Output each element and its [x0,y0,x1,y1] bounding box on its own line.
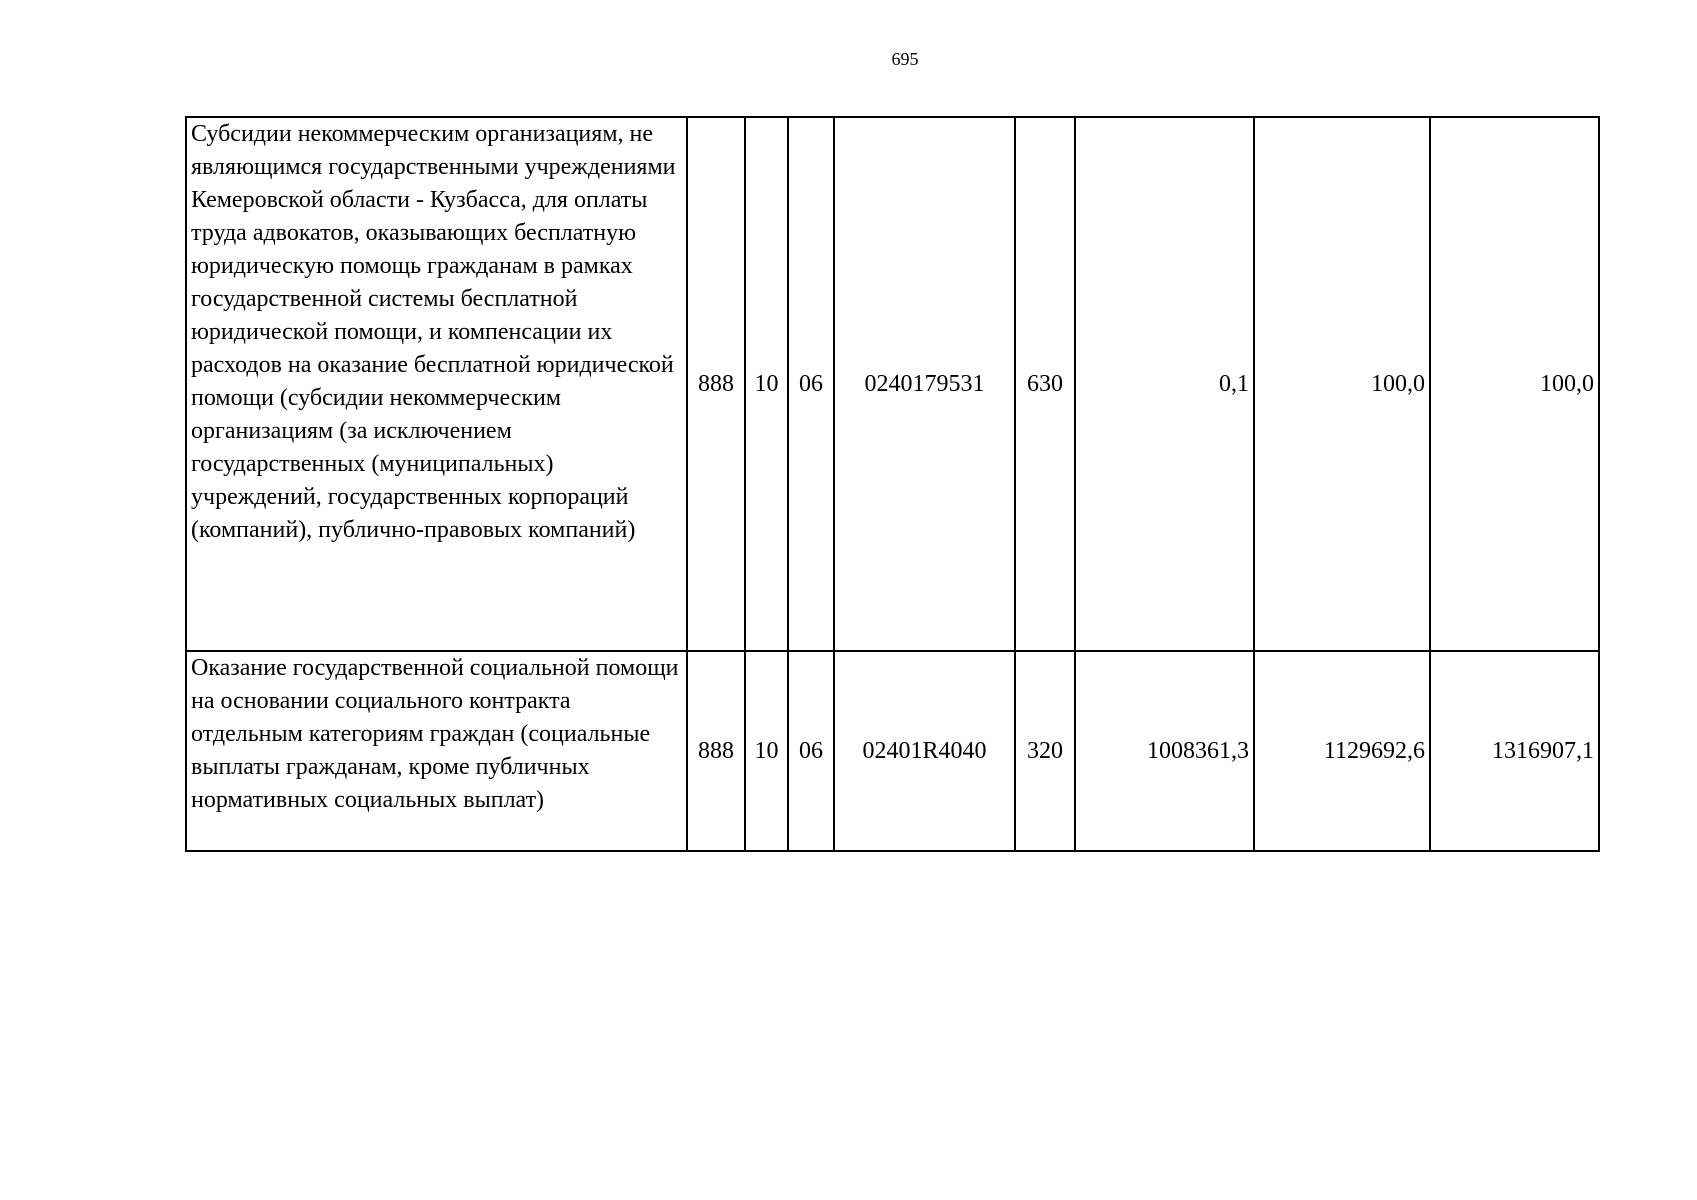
row-subsection-code: 06 [788,117,834,651]
page-number: 695 [891,49,919,69]
row-section-code: 10 [745,651,788,851]
row-ministry-code: 888 [687,117,745,651]
row-description: Субсидии некоммерческим организациям, не являющимся государственными учреждениями Кемеровской области - Кузбасса, для оплаты труда адвокатов, оказывающих бесплатную юридическую помощь гражданам в рамках государственной системы бесплатной юридической помощи, и компенсации их расходов на оказание бесплатной юридической помощи (субсидии некоммерческим организациям (за исключением государственных (муниципальных) учреждений, государственных корпораций (компаний), публично-правовых компаний) [186,117,687,651]
budget-table [185,116,1600,852]
row-amount-3: 1316907,1 [1430,651,1599,851]
row-amount-2: 100,0 [1254,117,1430,651]
row-amount-1: 0,1 [1075,117,1254,651]
row-amount-3: 100,0 [1430,117,1599,651]
row-section-code: 10 [745,117,788,651]
table-row [186,117,1599,651]
row-description: Оказание государственной социальной помощи на основании социального контракта отдельным категориям граждан (социальные выплаты гражданам, кроме публичных нормативных социальных выплат) [186,651,687,851]
row-expense-type-code: 320 [1015,651,1075,851]
row-target-item-code: 0240179531 [834,117,1015,651]
row-amount-1: 1008361,3 [1075,651,1254,851]
row-subsection-code: 06 [788,651,834,851]
row-expense-type-code: 630 [1015,117,1075,651]
row-target-item-code: 02401R4040 [834,651,1015,851]
row-amount-2: 1129692,6 [1254,651,1430,851]
row-ministry-code: 888 [687,651,745,851]
table-row [186,651,1599,851]
